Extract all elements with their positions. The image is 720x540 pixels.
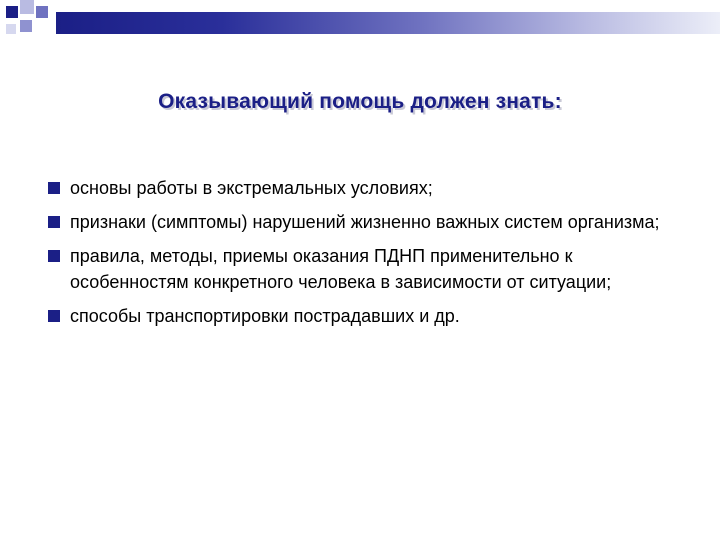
decor-square xyxy=(20,0,34,14)
list-item-text: способы транспортировки пострадавших и др. xyxy=(70,306,460,326)
decor-square xyxy=(36,6,48,18)
square-bullet-icon xyxy=(48,216,60,228)
bullet-list xyxy=(48,175,688,337)
list-item xyxy=(48,243,688,295)
list-item-text: признаки (симптомы) нарушений жизненно важных систем организма; xyxy=(70,212,660,232)
decor-square xyxy=(20,20,32,32)
header-band xyxy=(56,12,720,34)
slide-title: Оказывающий помощь должен знать: xyxy=(158,90,562,113)
list-item-text: правила, методы, приемы оказания ПДНП применительно к особенностям конкретного человека в зависимости от ситуации; xyxy=(70,246,612,292)
decor-square xyxy=(6,24,16,34)
list-item xyxy=(48,175,688,201)
list-item-text: основы работы в экстремальных условиях; xyxy=(70,178,433,198)
decor-square xyxy=(6,6,18,18)
list-item xyxy=(48,303,688,329)
square-bullet-icon xyxy=(48,182,60,194)
list-item xyxy=(48,209,688,235)
square-bullet-icon xyxy=(48,310,60,322)
square-bullet-icon xyxy=(48,250,60,262)
